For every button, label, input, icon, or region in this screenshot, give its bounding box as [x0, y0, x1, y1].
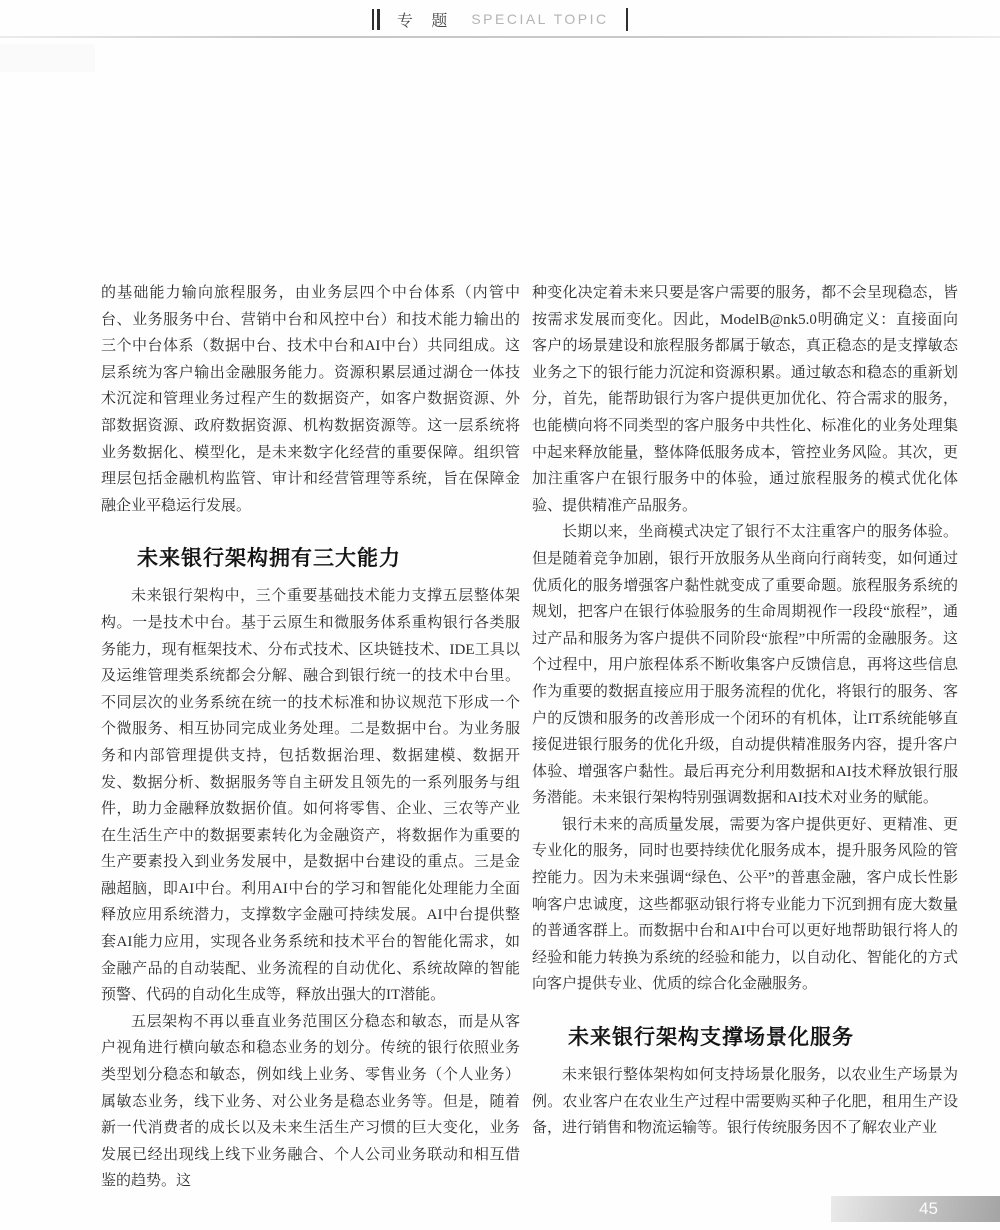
paragraph: 银行未来的高质量发展，需要为客户提供更好、更精准、更专业化的服务，同时也要持续优化服务成本，提升服务风险的管控能力。因为未来强调“绿色、公平”的普惠金融，客户成长性影响客户忠诚度，这些都驱动银行将专业能力下沉到拥有庞大数量的普通客群上。而数据中台和AI中台可以更好地帮助银行将人的经验和能力转换为系统的经验和能力，以自动化、智能化的方式向客户提供专业、优质的综合化金融服务。 — [532, 816, 958, 993]
paragraph: 长期以来，坐商模式决定了银行不太注重客户的服务体验。但是随着竞争加剧，银行开放服务从坐商向行商转变，如何通过优质化的服务增强客户黏性就变成了重要命题。旅程服务系统的规划，把客户在银行体验服务的生命周期视作一段段“旅程”，通过产品和服务为客户提供不同阶段“旅程”中所需的金融服务。这个过程中，用户旅程体系不断收集客户反馈信息，再将这些信息作为重要的数据直接应用于服务流程的优化，将银行的服务、客户的反馈和服务的改善形成一个闭环的有机体，让IT系统能够直接促进银行服务的优化升级，自动提供精准服务内容，提升客户体验、增强客户黏性。最后再充分利用数据和AI技术释放银行服务潜能。未来银行架构特别强调数据和AI技术对业务的赋能。 — [532, 524, 958, 807]
scan-artifact-line — [0, 36, 1000, 38]
paragraph: 的基础能力输向旅程服务，由业务层四个中台体系（内管中台、业务服务中台、营销中台和风控中台）和技术能力输出的三个中台体系（数据中台、技术中台和AI中台）共同组成。这层系统为客户输出金融服务能力。资源积累层通过湖仓一体技术沉淀和管理业务过程产生的数据资产，如客户数据资源、外部数据资源、政府数据资源、机构数据资源等。这一层系统将业务数据化、模型化，是未来数字化经营的重要保障。组织管理层包括金融机构监管、审计和经营管理等系统，旨在保障金融企业平稳运行发展。 — [101, 285, 520, 514]
section-heading: 未来银行架构支撑场景化服务 — [568, 1025, 854, 1050]
page-number: 45 — [919, 1199, 938, 1218]
article-column-right — [532, 280, 958, 1142]
paragraph: 未来银行架构中，三个重要基础技术能力支撑五层整体架构。一是技术中台。基于云原生和微服务体系重构银行各类服务能力，现有框架技术、分布式技术、区块链技术、IDE工具以及运维管理类系统都会分解、融合到银行统一的技术中台里。不同层次的业务系统在统一的技术标准和协议规范下形成一个个微服务、相互协同完成业务处理。二是数据中台。为业务服务和内部管理提供支持，包括数据治理、数据建模、数据开发、数据分析、数据服务等自主研发且领先的一系列服务与组件，助力金融释放数据价值。如何将零售、企业、三农等产业在生活生产中的数据要素转化为金融资产，将数据作为重要的生产要素投入到业务发展中，是数据中台建设的重点。三是金融超脑，即AI中台。利用AI中台的学习和智能化处理能力全面释放应用系统潜力，支撑数字金融可持续发展。AI中台提供整套AI能力应用，实现各业务系统和技术平台的智能化需求，如金融产品的自动装配、业务流程的自动优化、系统故障的智能预警、代码的自动化生成等，释放出强大的IT潜能。 — [101, 588, 520, 1004]
footer-page-bar — [831, 1196, 1000, 1222]
double-vertical-bar-icon — [372, 9, 380, 30]
header-title-en: SPECIAL TOPIC — [471, 11, 609, 27]
header-title-cn: 专 题 — [396, 12, 455, 30]
scan-artifact-smudge — [0, 44, 95, 72]
section-heading: 未来银行架构拥有三大能力 — [137, 546, 401, 571]
paragraph: 五层架构不再以垂直业务范围区分稳态和敏态，而是从客户视角进行横向敏态和稳态业务的划分。传统的银行依照业务类型划分稳态和敏态，例如线上业务、零售业务（个人业务）属敏态业务，线下业务、对公业务是稳态业务等。但是，随着新一代消费者的成长以及未来生活生产习惯的巨大变化，业务发展已经出现线上线下业务融合、个人公司业务联动和相互借鉴的趋势。这 — [101, 1013, 520, 1190]
article-column-left — [101, 280, 520, 1195]
paragraph: 未来银行整体架构如何支持场景化服务，以农业生产场景为例。农业客户在农业生产过程中需要购买种子化肥，租用生产设备，进行销售和物流运输等。银行传统服务因不了解农业产业 — [532, 1067, 958, 1137]
paragraph: 种变化决定着未来只要是客户需要的服务，都不会呈现稳态，皆按需求发展而变化。因此，ModelB@nk5.0明确定义：直接面向客户的场景建设和旅程服务都属于敏态，真正稳态的是支撑敏态业务之下的银行能力沉淀和资源积累。通过敏态和稳态的重新划分，首先，能帮助银行为客户提供更加优化、符合需求的服务，也能横向将不同类型的客户服务中共性化、标准化的业务处理集中起来释放能量，整体降低服务成本，管控业务风险。其次，更加注重客户在银行服务中的体验，通过旅程服务的模式优化体验、提供精准产品服务。 — [532, 285, 958, 514]
single-vertical-bar-icon — [626, 8, 629, 31]
page-header — [0, 6, 1000, 32]
